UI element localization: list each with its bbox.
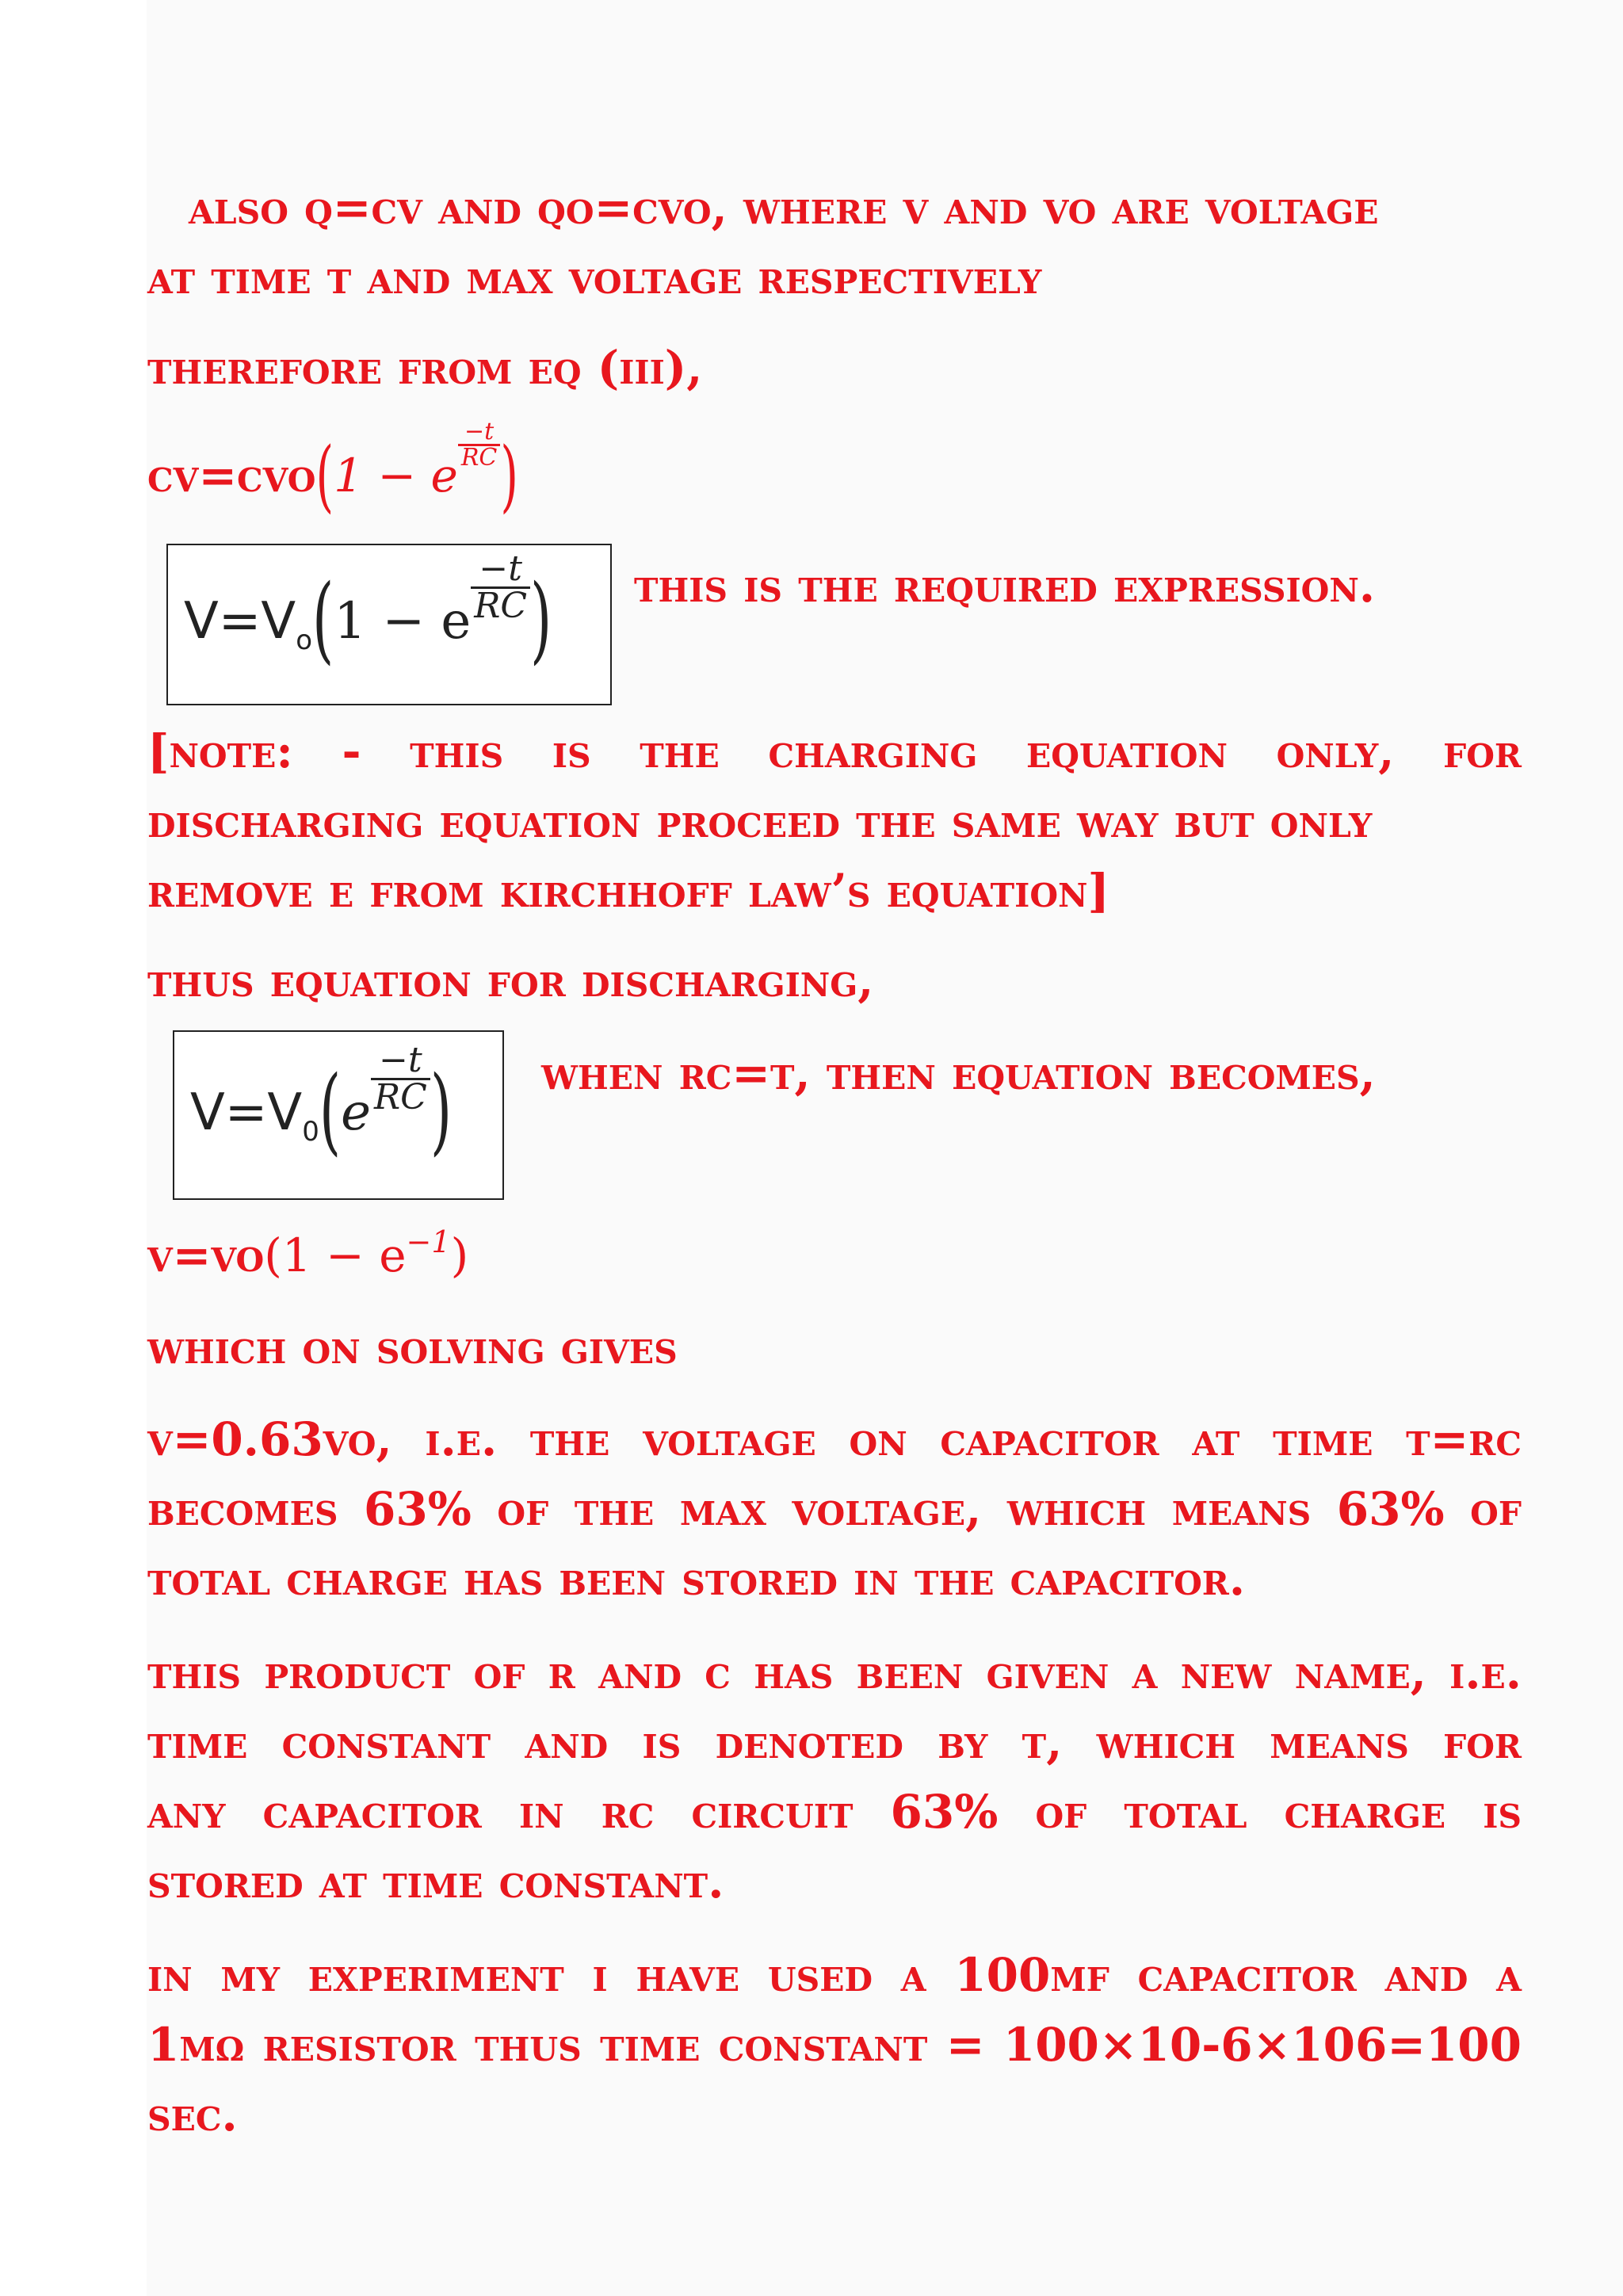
exponent-fraction: $\frac{-t}{RC}$ <box>471 552 530 624</box>
text-line: [note: - this is the charging equation only, for <box>147 724 1522 778</box>
text-line: 1mω resistor thus time constant = 100×10-6×106=100 <box>147 2018 1522 2072</box>
text-line: in my experiment i have used a 100µf capacitor and a <box>147 1948 1522 2002</box>
paragraph-note <box>147 716 1522 926</box>
text-line: sec. <box>147 2088 238 2141</box>
charging-equation: $V=V_o(1 - e$ $\frac{-t}{RC}$ ) <box>184 548 552 674</box>
text-line: this product of r and c has been given a new name, i.e. <box>147 1645 1522 1699</box>
discharging-equation: $V=V_0(e$ $\frac{-t}{RC}$ ) <box>190 1040 453 1166</box>
required-expression-label: this is the required expression. <box>634 559 1376 613</box>
text-line: stored at time constant. <box>147 1855 724 1908</box>
paragraph-charge-relation <box>147 173 1522 312</box>
paragraph-experiment <box>147 1940 1522 2149</box>
paragraph-result <box>147 1404 1522 1614</box>
text-line: at time t and max voltage respectively <box>147 250 1042 304</box>
text-line: total charge has been stored in the capacitor. <box>147 1552 1246 1606</box>
equation-lhs: cv=cvo <box>147 449 316 502</box>
text-line: any capacitor in rc circuit 63% of total charge is <box>147 1785 1522 1839</box>
paragraph-time-constant <box>147 1637 1522 1916</box>
text-line: discharging equation proceed the same way but only <box>147 794 1373 848</box>
text-line: remove e from kirchhoff law’s equation] <box>147 864 1109 918</box>
text-line: also q=cv and qo=cvo, where v and vo are voltage <box>189 181 1379 235</box>
paragraph-discharging: thus equation for discharging, <box>147 953 874 1007</box>
text-line: becomes 63% of the max voltage, which means 63% of <box>147 1482 1522 1536</box>
text-line: v=0.63vo, i.e. the voltage on capacitor at time t=rc <box>147 1412 1522 1466</box>
paragraph-solving: which on solving gives <box>147 1320 678 1374</box>
exponent-fraction: $\frac{-t}{RC}$ <box>458 420 501 470</box>
time-constant-condition: when rc=t, then equation becomes, <box>541 1046 1376 1100</box>
exponent-fraction: $\frac{-t}{RC}$ <box>371 1043 430 1115</box>
equation-v-e-minus-one: $v=vo(1 - e^{-1})$ <box>147 1224 469 1282</box>
equation-cv <box>147 418 519 521</box>
equation-body: (1 − e $\frac{-t}{RC}$ ) <box>315 418 519 521</box>
paragraph-therefore: therefore from eq (iii), <box>147 341 703 395</box>
text-line: time constant and is denoted by τ, which means for <box>147 1715 1522 1769</box>
